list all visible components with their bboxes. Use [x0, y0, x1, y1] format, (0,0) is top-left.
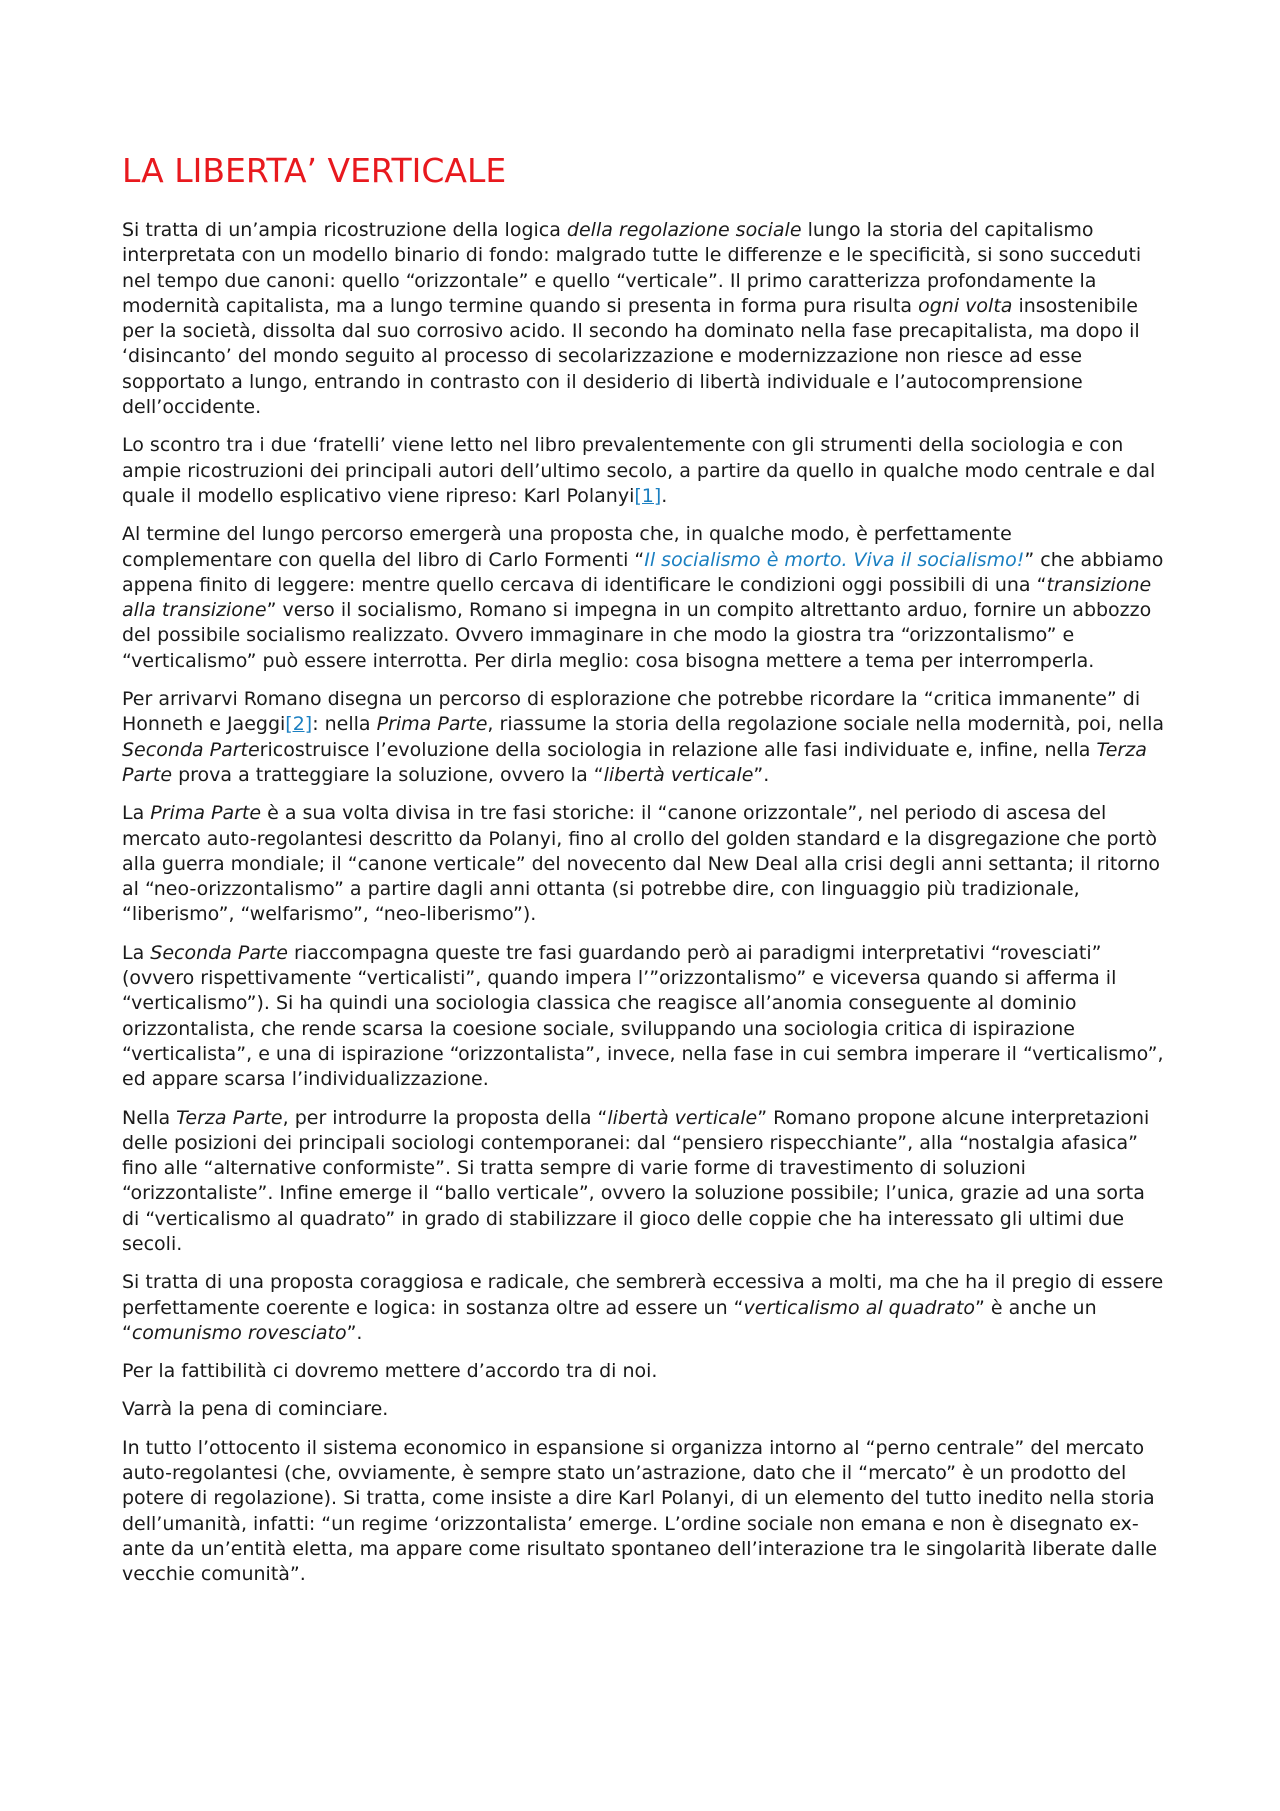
paragraph-5: La Prima Parte è a sua volta divisa in tre fasi storiche: il “canone orizzontale”, nel periodo di ascesa del mercato auto-regolantesi descritto da Polanyi, fino al crollo del golden standard e la disgregazione che portò alla guerra mondiale; il “canone verticale” del novecento dal New Deal alla crisi degli anni settanta; il ritorno al “neo-orizzontalismo” a partire dagli anni ottanta (si potrebbe dire, con linguaggio più tradizionale, “liberismo”, “welfarismo”, “neo-liberismo”).: [122, 802, 1161, 926]
paragraph-2: Lo scontro tra i due ‘fratelli’ viene letto nel libro prevalentemente con gli strumenti della sociologia e con ampie ricostruzioni dei principali autori dell’ultimo secolo, a partire da quello in qualche modo centrale e dal quale il modello esplicativo viene ripreso: Karl Polanyi[1].: [122, 434, 1156, 507]
footnote-link-2[interactable]: [2]: [285, 713, 313, 736]
paragraph-4: Per arrivarvi Romano disegna un percorso di esplorazione che potrebbe ricordare la “critica immanente” di Honneth e Jaeggi[2]: nella Prima Parte, riassume la storia della regolazione sociale nella modernità, poi, nella Seconda Partericostruisce l’evoluzione della sociologia in relazione alle fasi individuate e, infine, nella Terza Parte prova a tratteggiare la soluzione, ovvero la “libertà verticale”.: [122, 688, 1165, 786]
paragraph-10: Varrà la pena di cominciare.: [122, 1398, 389, 1421]
document-title: LA LIBERTA’ VERTICALE: [122, 151, 507, 190]
document-page: [122, 150, 1167, 1601]
paragraph-6: La Seconda Parte riaccompagna queste tre fasi guardando però ai paradigmi interpretativi “rovesciati” (ovvero rispettivamente “verticalisti”, quando impera l’”orizzontalismo” e viceversa quando si afferma il “verticalismo”). Si ha quindi una sociologia classica che reagisce all’anomia conseguente al dominio orizzontalista, che rende scarsa la coesione sociale, sviluppando una sociologia critica di ispirazione “verticalista”, e una di ispirazione “orizzontalista”, invece, nella fase in cui sembra imperare il “verticalismo”, ed appare scarsa l’individualizzazione.: [122, 941, 1164, 1091]
footnote-link-1[interactable]: [1]: [634, 484, 662, 507]
paragraph-8: Si tratta di una proposta coraggiosa e radicale, che sembrerà eccessiva a molti, ma che ha il pregio di essere perfettamente coerente e logica: in sostanza oltre ad essere un “verticalismo al quadrato” è anche un “comunismo rovesciato”.: [122, 1271, 1164, 1344]
paragraph-11: In tutto l’ottocento il sistema economico in espansione si organizza intorno al “perno centrale” del mercato auto-regolantesi (che, ovviamente, è sempre stato un’astrazione, dato che il “mercato” è un prodotto del potere di regolazione). Si tratta, come insiste a dire Karl Polanyi, di un elemento del tutto inedito nella storia dell’umanità, infatti: “un regime ‘orizzontalista’ emerge. L’ordine sociale non emana e non è disegnato ex-ante da un’entità eletta, ma appare come risultato spontaneo dell’interazione tra le singolarità liberate dalle vecchie comunità”.: [122, 1436, 1158, 1586]
paragraph-9: Per la fattibilità ci dovremo mettere d’accordo tra di noi.: [122, 1360, 658, 1383]
book-title-link[interactable]: Il socialismo è morto. Viva il socialismo!: [644, 548, 1025, 571]
paragraph-3: Al termine del lungo percorso emergerà una proposta che, in qualche modo, è perfettamente complementare con quella del libro di Carlo Formenti “Il socialismo è morto. Viva il socialismo!” che abbiamo appena finito di leggere: mentre quello cercava di identificare le condizioni oggi possibili di una “transizione alla transizione” verso il socialismo, Romano si impegna in un compito altrettanto arduo, fornire un abbozzo del possibile socialismo realizzato. Ovvero immaginare in che modo la giostra tra “orizzontalismo” e “verticalismo” può essere interrotta. Per dirla meglio: cosa bisogna mettere a tema per interromperla.: [122, 523, 1164, 672]
paragraph-1: Si tratta di un’ampia ricostruzione della logica della regolazione sociale lungo la storia del capitalismo interpretata con un modello binario di fondo: malgrado tutte le differenze e le specificità, si sono succeduti nel tempo due canoni: quello “orizzontale” e quello “verticale”. Il primo caratterizza profondamente la modernità capitalista, ma a lungo termine quando si presenta in forma pura risulta ogni volta insostenibile per la società, dissolta dal suo corrosivo acido. Il secondo ha dominato nella fase precapitalista, ma dopo il ‘disincanto’ del mondo seguito al processo di secolarizzazione e modernizzazione non riesce ad esse sopportato a lungo, entrando in contrasto con il desiderio di libertà individuale e l’autocomprensione dell’occidente.: [122, 219, 1142, 419]
paragraph-7: Nella Terza Parte, per introdurre la proposta della “libertà verticale” Romano propone alcune interpretazioni delle posizioni dei principali sociologi contemporanei: dal “pensiero rispecchiante”, alla “nostalgia afasica” fino alle “alternative conformiste”. Si tratta sempre di varie forme di travestimento di soluzioni “orizzontaliste”. Infine emerge il “ballo verticale”, ovvero la soluzione possibile; l’unica, grazie ad una sorta di “verticalismo al quadrato” in grado di stabilizzare il gioco delle coppie che ha interessato gli ultimi due secoli.: [122, 1106, 1150, 1255]
